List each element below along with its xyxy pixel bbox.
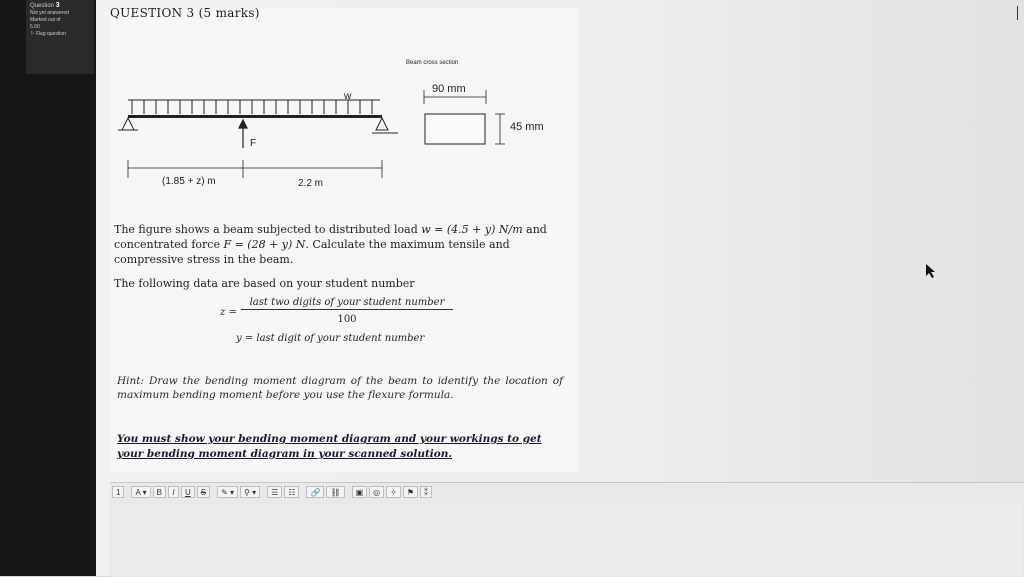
marked-out-of-label: Marked out of — [30, 17, 61, 23]
z-lhs: z = — [220, 307, 237, 318]
load-expression: w = (4.5 + y) N/m — [421, 223, 523, 236]
mouse-cursor-icon — [926, 264, 936, 278]
cross-section-height-dimension — [495, 114, 505, 144]
question-status: Not yet answered — [30, 10, 69, 16]
problem-statement: The figure shows a beam subjected to distributed load w = (4.5 + y) N/m and concentrated force F = (28 + y) N. Calculate the maximum tensile and compressive stress in the beam. — [114, 223, 547, 266]
question-info-panel — [26, 0, 94, 74]
toolbar-unlink-button[interactable]: ⛓ — [326, 486, 344, 498]
left-span-label: (1.85 + z) m — [162, 176, 216, 187]
toolbar-unordered-list-button[interactable]: ☰ — [267, 486, 282, 498]
window-edge — [1017, 6, 1024, 20]
question-title: QUESTION 3 (5 marks) — [110, 6, 260, 20]
width-label: 90 mm — [432, 83, 466, 95]
toolbar-collapse-button[interactable]: 1 — [112, 486, 124, 498]
beam-figure — [110, 50, 570, 200]
height-label: 45 mm — [510, 121, 544, 133]
load-label: w — [344, 91, 352, 102]
toolbar-link-button[interactable]: 🔗 — [306, 486, 324, 498]
toolbar-paragraph-style-button[interactable]: A ▾ — [131, 486, 150, 498]
hint-text: Hint: Draw the bending moment diagram of the beam to identify the location of maximum bending moment before you use the flexure formula. — [117, 375, 563, 401]
instruction-text: You must show your bending moment diagram and your workings to get your bending moment diagram in your scanned solution. — [117, 433, 542, 460]
left-pin-support — [118, 118, 138, 130]
marks-value: 5.00 — [30, 24, 40, 30]
toolbar-text-color-button[interactable]: ✎ ▾ — [217, 486, 238, 498]
toolbar-ordered-list-button[interactable]: ☷ — [284, 486, 299, 498]
z-numerator: last two digits of your student number — [241, 297, 453, 310]
toolbar-italic-button[interactable]: I — [168, 486, 179, 498]
editor-toolbar — [112, 486, 432, 500]
force-expression: F = (28 + y) N — [223, 238, 306, 251]
beam — [128, 115, 382, 118]
cross-section-rectangle — [425, 114, 485, 144]
toolbar-special-char-button[interactable]: ✧ — [386, 486, 401, 498]
toolbar-highlight-button[interactable]: ⚲ ▾ — [240, 486, 260, 498]
y-definition: y = last digit of your student number — [236, 333, 425, 344]
z-denominator: 100 — [337, 314, 357, 325]
toolbar-bold-button[interactable]: B — [153, 486, 166, 498]
toolbar-image-button[interactable]: ▣ — [352, 486, 368, 498]
flag-icon: ⚐ — [30, 31, 35, 37]
right-roller-support — [372, 118, 398, 133]
toolbar-media-button[interactable]: ◎ — [369, 486, 384, 498]
answer-text-area[interactable] — [112, 504, 1022, 576]
data-intro: The following data are based on your student number — [114, 277, 415, 290]
question-label: Question — [30, 3, 55, 9]
flag-question-link[interactable]: ⚐ Flag question — [30, 31, 66, 37]
toolbar-more-button[interactable]: ⁑ — [420, 486, 432, 498]
toolbar-strikethrough-button[interactable]: S — [197, 486, 210, 498]
toolbar-underline-button[interactable]: U — [181, 486, 195, 498]
question-number: 3 — [55, 2, 60, 9]
concentrated-force-arrow — [239, 120, 247, 148]
distributed-load-arrows — [128, 100, 380, 114]
question-sidebar — [0, 0, 96, 576]
toolbar-flag-button[interactable]: ⚑ — [403, 486, 418, 498]
right-span-label: 2.2 m — [298, 178, 324, 189]
force-label: F — [250, 138, 257, 149]
cross-section-title: Beam cross section — [406, 60, 459, 66]
